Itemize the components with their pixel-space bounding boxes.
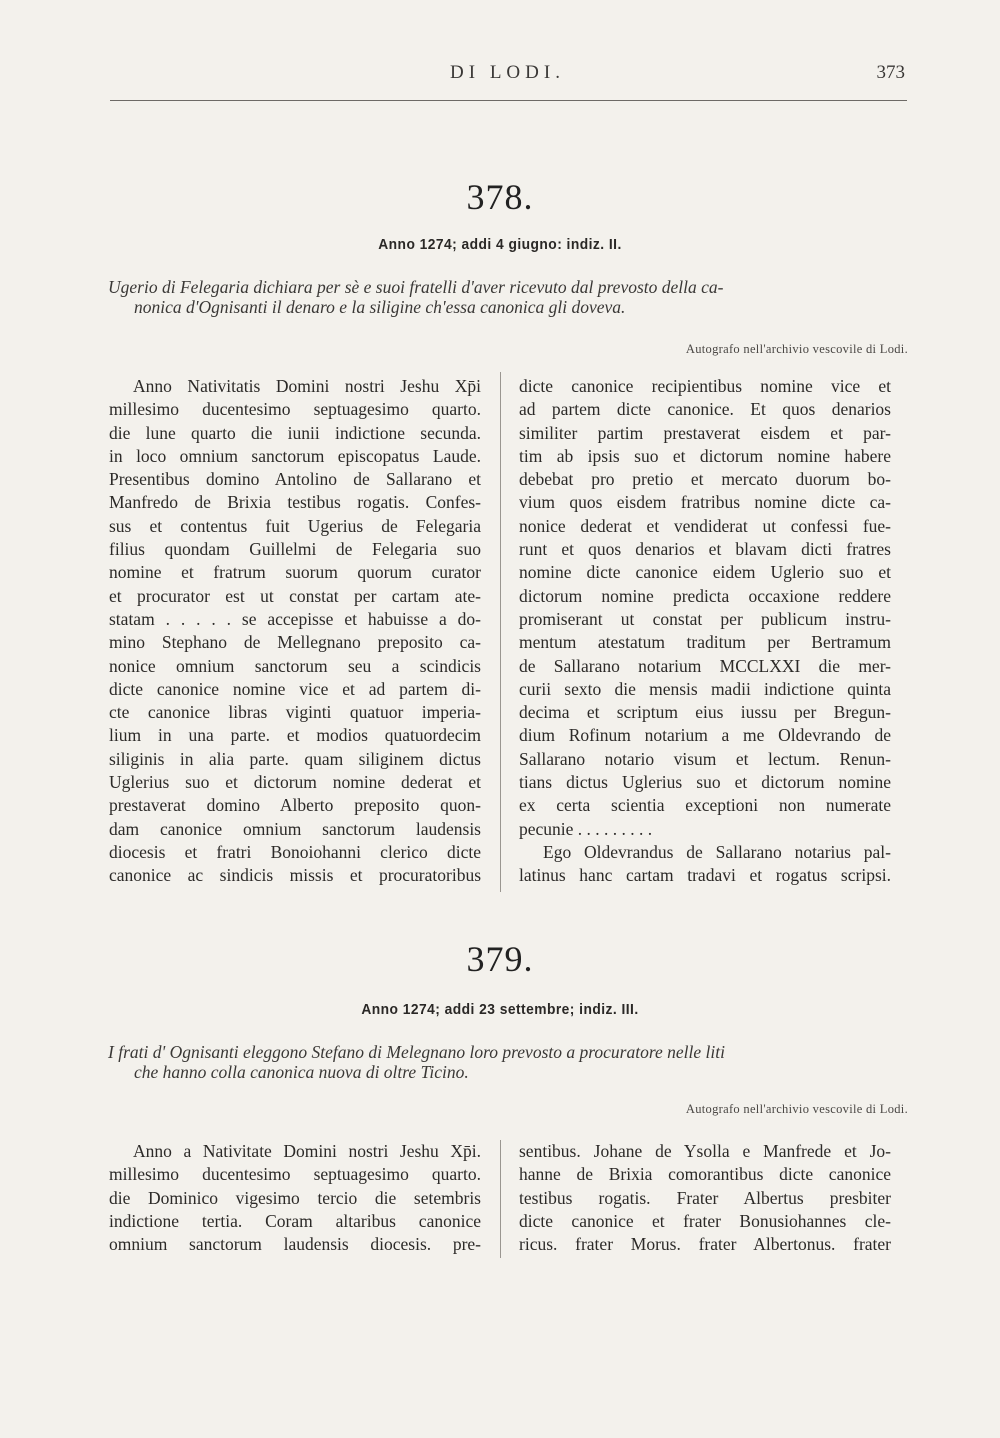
text-line: Sallarano notario visum et lectum. Renun- bbox=[519, 748, 891, 769]
document-summary bbox=[108, 277, 908, 317]
text-line: promiserant ut constat per publicum instru- bbox=[519, 608, 891, 629]
text-line: die Dominico vigesimo tercio die setembris bbox=[109, 1187, 481, 1208]
text-line: siliginis in alia parte. quam siliginem dictus bbox=[109, 748, 481, 769]
summary-line: I frati d' Ognisanti eleggono Stefano di Melegnano loro prevosto a procuratore nelle liti bbox=[108, 1042, 725, 1062]
text-line: ad partem dicte canonice. Et quos denarios bbox=[519, 399, 891, 420]
text-line: nomine et fratrum suorum quorum curator bbox=[109, 562, 481, 583]
page-number: 373 bbox=[876, 62, 905, 83]
right-column-text bbox=[519, 1140, 891, 1256]
text-line: mino Stephano de Mellegnano preposito ca- bbox=[109, 632, 481, 653]
text-line: mentum atestatum traditum per Bertramum bbox=[519, 632, 891, 653]
text-line: omnium sanctorum laudensis diocesis. pre- bbox=[109, 1234, 481, 1255]
text-line: dicte canonice nomine vice et ad partem di- bbox=[109, 678, 481, 699]
text-line: curii sexto die mensis madii indictione quinta bbox=[519, 678, 891, 699]
text-line: pecunie . . . . . . . . . bbox=[519, 818, 653, 839]
text-line: de Sallarano notarium MCCLXXI die mer- bbox=[519, 655, 891, 676]
text-line: diocesis et fratri Bonoiohanni clerico dicte bbox=[109, 841, 481, 862]
text-line: dicte canonice recipientibus nomine vice et bbox=[519, 376, 891, 396]
text-line: ex certa scientia exceptioni non numerate bbox=[519, 795, 891, 816]
left-column-text bbox=[109, 375, 481, 888]
text-line: sentibus. Johane de Ysolla e Manfrede et Jo- bbox=[519, 1141, 891, 1161]
text-line: nonice dederat et vendiderat ut confessi fue- bbox=[519, 515, 891, 536]
text-line: cte canonice libras viginti quatuor imperia- bbox=[109, 702, 481, 723]
text-line: in loco omnium sanctorum episcopatus Laude. bbox=[109, 445, 481, 466]
text-line: Ego Oldevrandus de Sallarano notarius pal- bbox=[543, 841, 891, 862]
text-line: filius quondam Guillelmi de Felegaria suo bbox=[109, 539, 481, 560]
document-number: 378. bbox=[466, 177, 534, 217]
header-rule bbox=[110, 100, 907, 101]
text-line: nonice omnium sanctorum seu a scindicis bbox=[109, 655, 481, 676]
text-line: tim ab ipsis suo et dictorum nomine habere bbox=[519, 445, 891, 466]
text-line: die lune quarto die iunii indictione secunda. bbox=[109, 422, 481, 443]
source-note: Autografo nell'archivio vescovile di Lodi. bbox=[685, 342, 908, 356]
text-line: millesimo ducentesimo septuagesimo quarto. bbox=[109, 399, 481, 420]
text-line: dium Rofinum notarium a me Oldevrando de bbox=[519, 725, 891, 746]
text-line: sus et contentus fuit Ugerius de Felegaria bbox=[109, 515, 481, 536]
text-line: latinus hanc cartam tradavi et rogatus scripsi. bbox=[519, 865, 891, 886]
text-line: dictorum nomine predicta occaxione reddere bbox=[519, 585, 891, 606]
running-head bbox=[110, 60, 905, 90]
right-column-text bbox=[519, 375, 891, 888]
text-line: Anno Nativitatis Domini nostri Jeshu Xp̄i bbox=[133, 376, 481, 396]
text-line: ricus. frater Morus. frater Albertonus. frater bbox=[519, 1234, 891, 1255]
text-line: statam . . . . . se accepisse et habuisse a do- bbox=[109, 608, 481, 629]
column-divider bbox=[500, 372, 501, 892]
text-line: dam canonice omnium sanctorum laudensis bbox=[109, 818, 481, 839]
document-date: Anno 1274; addi 23 settembre; indiz. III. bbox=[361, 1001, 639, 1018]
text-line: Uglerius suo et dictorum nomine dederat et bbox=[109, 772, 481, 793]
text-line: prestaverat domino Alberto preposito quon- bbox=[109, 795, 481, 816]
text-line: tians dictus Uglerius suo et dictorum nomine bbox=[519, 772, 891, 793]
text-line: dicte canonice et frater Bonusiohannes cle- bbox=[519, 1210, 891, 1231]
text-line: nomine dicte canonice eidem Uglerio suo et bbox=[519, 562, 891, 583]
text-line: testibus rogatis. Frater Albertus presbiter bbox=[519, 1187, 891, 1208]
text-line: Presentibus domino Antolino de Sallarano et bbox=[109, 469, 481, 490]
document-summary bbox=[108, 1042, 908, 1082]
text-line: similiter partim prestaverat eisdem et par- bbox=[519, 422, 891, 443]
summary-line: che hanno colla canonica nuova di oltre Ticino. bbox=[134, 1062, 469, 1082]
text-line: Anno a Nativitate Domini nostri Jeshu Xp̄i. bbox=[133, 1141, 481, 1161]
text-line: indictione tertia. Coram altaribus canonice bbox=[109, 1210, 481, 1231]
running-title: DI LODI. bbox=[450, 62, 565, 83]
text-line: debebat pro pretio et mercato duorum bo- bbox=[519, 469, 891, 490]
text-line: et procurator est ut constat per cartam ate- bbox=[109, 585, 481, 606]
summary-line: Ugerio di Felegaria dichiara per sè e suoi fratelli d'aver ricevuto dal prevosto della ca- bbox=[108, 277, 724, 297]
document-number: 379. bbox=[466, 939, 534, 979]
text-line: decima et scriptum eius iussu per Bregun- bbox=[519, 702, 891, 723]
summary-line: nonica d'Ognisanti il denaro e la siligine ch'essa canonica gli doveva. bbox=[134, 297, 626, 317]
column-divider bbox=[500, 1140, 501, 1258]
text-line: lium in una parte. et modios quatuordecim bbox=[109, 725, 481, 746]
text-line: vium quos eisdem fratribus nomine dicte ca- bbox=[519, 492, 891, 513]
source-note: Autografo nell'archivio vescovile di Lodi. bbox=[685, 1102, 908, 1116]
text-line: Manfredo de Brixia testibus rogatis. Confes- bbox=[109, 492, 481, 513]
text-line: runt et quos denarios et blavam dicti fratres bbox=[519, 539, 891, 560]
text-line: hanne de Brixia comorantibus dicte canonice bbox=[519, 1164, 891, 1185]
left-column-text bbox=[109, 1140, 481, 1256]
document-date: Anno 1274; addi 4 giugno: indiz. II. bbox=[378, 236, 622, 253]
text-line: millesimo ducentesimo septuagesimo quarto. bbox=[109, 1164, 481, 1185]
text-line: canonice ac sindicis missis et procuratoribus bbox=[109, 865, 481, 886]
